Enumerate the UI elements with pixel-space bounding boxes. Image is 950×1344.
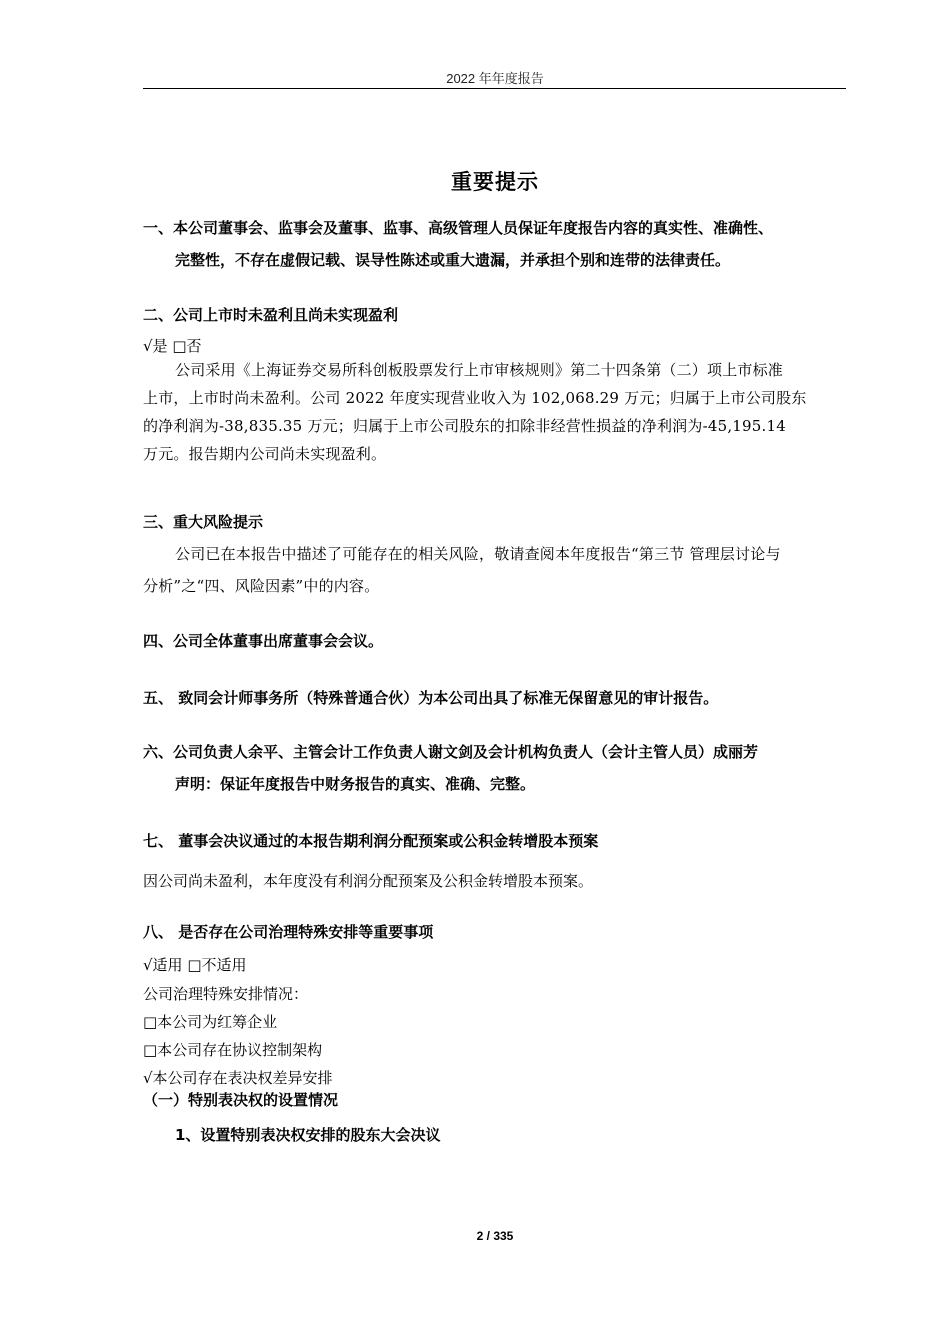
section-6-line-2: 声明：保证年度报告中财务报告的真实、准确、完整。 bbox=[175, 775, 536, 793]
section-5-heading bbox=[143, 684, 848, 712]
section-7-text bbox=[143, 867, 848, 895]
section-2-options-text: √是 □否 bbox=[143, 337, 202, 355]
section-1-line-1: 一、本公司董事会、监事会及董事、监事、高级管理人员保证年度报告内容的真实性、准确性、 bbox=[143, 219, 774, 237]
section-2-options bbox=[143, 334, 848, 358]
section-8-heading bbox=[143, 918, 848, 946]
list-item: □本公司存在协议控制架构 bbox=[143, 1041, 323, 1059]
paragraph-line: 公司采用《上海证券交易所科创板股票发行上市审核规则》第二十四条第（二）项上市标准 bbox=[175, 361, 784, 379]
section-7-text-line: 因公司尚未盈利，本年度没有利润分配预案及公积金转增股本预案。 bbox=[143, 872, 594, 890]
section-5-heading-text: 五、 致同会计师事务所（特殊普通合伙）为本公司出具了标准无保留意见的审计报告。 bbox=[143, 689, 719, 707]
section-3-paragraph bbox=[143, 540, 848, 600]
section-7-heading-text: 七、 董事会决议通过的本报告期利润分配预案或公积金转增股本预案 bbox=[143, 832, 599, 850]
section-6 bbox=[143, 738, 848, 798]
list-item: □本公司为红筹企业 bbox=[143, 1013, 278, 1031]
section-7-heading bbox=[143, 827, 848, 855]
paragraph-line: 的净利润为-38,835.35 万元；归属于上市公司股东的扣除非经营性损益的净利润为-45,195.14 bbox=[143, 417, 786, 435]
section-1 bbox=[143, 214, 848, 274]
paragraph-line: 分析”之“四、风险因素”中的内容。 bbox=[143, 577, 380, 595]
header-rule bbox=[143, 88, 846, 89]
section-2-heading-text: 二、公司上市时未盈利且尚未实现盈利 bbox=[143, 306, 399, 324]
section-4-heading bbox=[143, 627, 848, 655]
section-8-intro-text: 公司治理特殊安排情况： bbox=[143, 985, 309, 1003]
section-8-heading-text: 八、 是否存在公司治理特殊安排等重要事项 bbox=[143, 923, 434, 941]
section-8-sub-2-text: 1、设置特别表决权安排的股东大会决议 bbox=[175, 1126, 441, 1144]
paragraph-line: 上市，上市时尚未盈利。公司 2022 年度实现营业收入为 102,068.29 万元；归属于上市公司股东 bbox=[143, 389, 807, 407]
section-3-heading bbox=[143, 508, 848, 536]
section-8-sub-1-text: （一）特别表决权的设置情况 bbox=[143, 1091, 339, 1109]
section-8-options-text: √适用 □不适用 bbox=[143, 956, 247, 974]
section-1-line-2: 完整性，不存在虚假记载、误导性陈述或重大遗漏，并承担个别和连带的法律责任。 bbox=[175, 251, 731, 269]
section-2-heading bbox=[143, 301, 848, 329]
paragraph-line: 万元。报告期内公司尚未实现盈利。 bbox=[143, 445, 387, 463]
report-header-title: 2022 年年度报告 bbox=[446, 71, 544, 86]
list-item: √本公司存在表决权差异安排 bbox=[143, 1069, 333, 1087]
page-number: 2 / 335 bbox=[476, 1229, 514, 1243]
section-6-line-1: 六、公司负责人余平、主管会计工作负责人谢文剑及会计机构负责人（会计主管人员）成丽芳 bbox=[143, 743, 759, 761]
paragraph-line: 公司已在本报告中描述了可能存在的相关风险，敬请查阅本年度报告“第三节 管理层讨论与 bbox=[175, 545, 781, 563]
section-8-sub-1 bbox=[143, 1088, 848, 1112]
section-8-options bbox=[143, 951, 848, 979]
section-4-heading-text: 四、公司全体董事出席董事会会议。 bbox=[143, 632, 384, 650]
section-3-heading-text: 三、重大风险提示 bbox=[143, 513, 264, 531]
section-8-sub-2 bbox=[143, 1121, 848, 1149]
page-title: 重要提示 bbox=[451, 170, 539, 194]
section-8-intro bbox=[143, 980, 848, 1008]
section-2-paragraph bbox=[143, 356, 848, 468]
section-8-items bbox=[143, 1008, 848, 1090]
